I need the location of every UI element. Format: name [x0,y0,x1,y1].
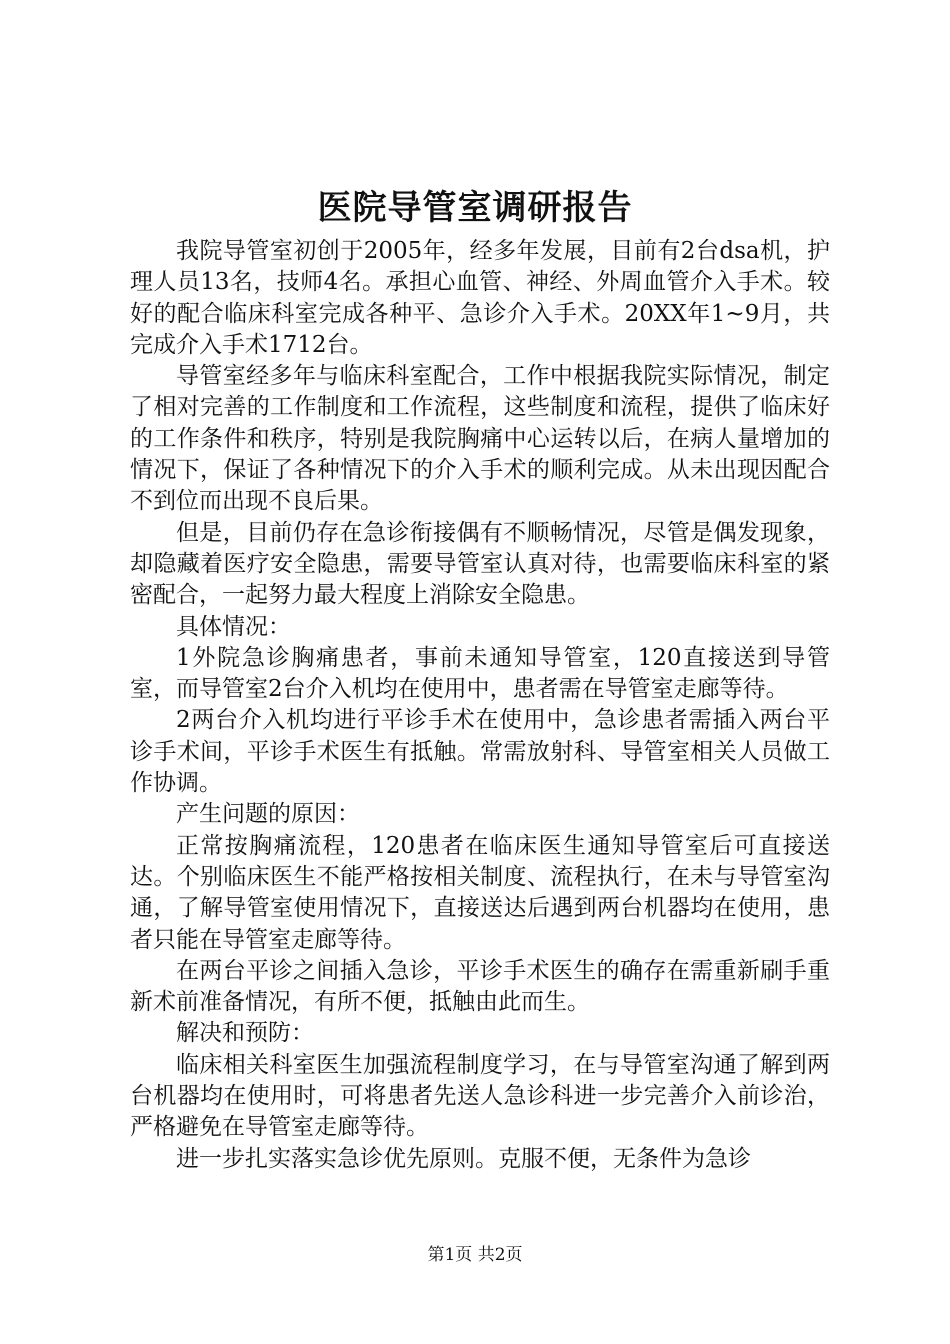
document-body [130,236,830,1175]
paragraph-issues: 但是，目前仍存在急诊衔接偶有不顺畅情况，尽管是偶发现象，却隐藏着医疗安全隐患，需要导管室认真对待，也需要临床科室的紧密配合，一起努力最大程度上消除安全隐患。 [130,519,830,609]
section-heading-solutions: 解决和预防： [176,1020,314,1047]
paragraph-cause-1: 正常按胸痛流程，120患者在临床医生通知导管室后可直接送达。个别临床医生不能严格按相关制度、流程执行，在未与导管室沟通，了解导管室使用情况下，直接送达后遇到两台机器均在使用，患者只能在导管室走廊等待。 [130,832,830,953]
paragraph-cause-2: 在两台平诊之间插入急诊，平诊手术医生的确存在需重新刷手重新术前准备情况，有所不便，抵触由此而生。 [130,957,830,1016]
paragraph-intro: 我院导管室初创于2005年，经多年发展，目前有2台dsa机，护理人员13名，技师4名。承担心血管、神经、外周血管介入手术。较好的配合临床科室完成各种平、急诊介入手术。20XX年1~9月，共完成介入手术1712台。 [130,238,830,358]
paragraph-cooperation: 导管室经多年与临床科室配合，工作中根据我院实际情况，制定了相对完善的工作制度和工作流程，这些制度和流程，提供了临床好的工作条件和秩序，特别是我院胸痛中心运转以后，在病人量增加的情况下，保证了各种情况下的介入手术的顺利完成。从未出现因配合不到位而出现不良后果。 [130,363,830,515]
document-title: 医院导管室调研报告 [317,188,633,228]
paragraph-case-2: 2两台介入机均进行平诊手术在使用中，急诊患者需插入两台平诊手术间，平诊手术医生有抵触。常需放射科、导管室相关人员做工作协调。 [130,707,830,797]
section-heading-causes: 产生问题的原因： [176,801,360,828]
paragraph-solution-2: 进一步扎实落实急诊优先原则。克服不便，无条件为急诊 [176,1145,751,1172]
paragraph-case-1: 1外院急诊胸痛患者，事前未通知导管室，120直接送到导管室，而导管室2台介入机均在使用中，患者需在导管室走廊等待。 [130,644,830,703]
section-heading-details: 具体情况： [176,613,291,640]
page-footer: 第1页 共2页 [427,1245,523,1265]
paragraph-solution-1: 临床相关科室医生加强流程制度学习，在与导管室沟通了解到两台机器均在使用时，可将患者先送人急诊科进一步完善介入前诊治，严格避免在导管室走廊等待。 [130,1051,830,1141]
